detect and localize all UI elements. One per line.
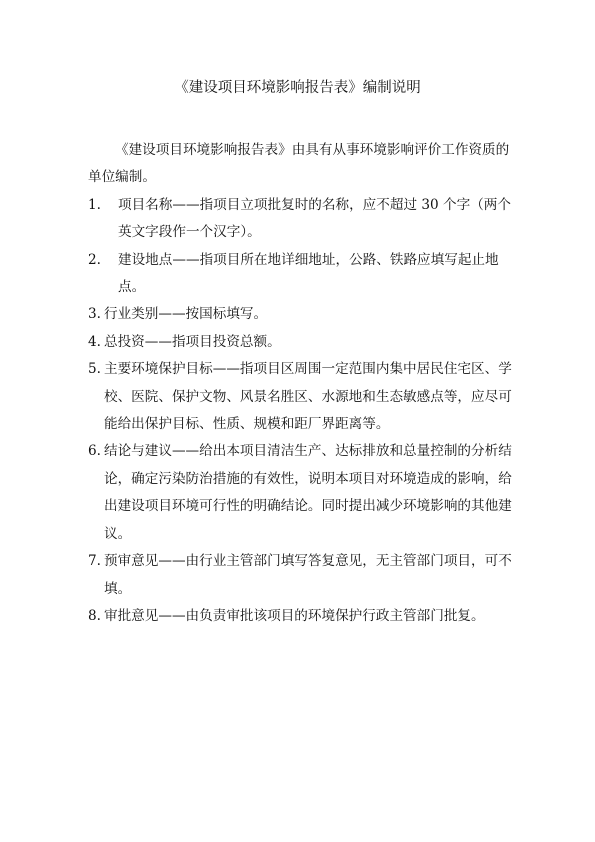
- item-text: 总投资——指项目投资总额。: [104, 333, 281, 350]
- item-text: 结论与建议——给出本项目清洁生产、达标排放和总量控制的分析结论，确定污染防治措施的有效性，说明本项目对环境造成的影响，给出建设项目环境可行性的明确结论。同时提出减少环境影响的其他建议。: [104, 443, 512, 542]
- list-item: [88, 329, 518, 356]
- list-item: [88, 548, 518, 603]
- item-text: 项目名称——指项目立项批复时的名称，应不超过 30 个字（两个英文字段作一个汉字）。: [118, 196, 511, 241]
- item-number: 3.: [88, 306, 101, 323]
- document-body: [88, 137, 518, 630]
- item-text: 建设地点——指项目所在地详细地址，公路、铁路应填写起止地点。: [118, 251, 499, 296]
- item-number: 4.: [88, 333, 101, 350]
- instruction-list: [88, 192, 518, 631]
- list-item: [88, 247, 518, 302]
- list-item: [88, 301, 518, 328]
- item-text: 预审意见——由行业主管部门填写答复意见，无主管部门项目，可不填。: [104, 553, 512, 597]
- item-number: 7.: [88, 553, 101, 570]
- item-text: 行业类别——按国标填写。: [104, 306, 268, 323]
- item-number: 1.: [88, 196, 101, 213]
- list-item: [88, 356, 518, 438]
- item-number: 8.: [88, 607, 101, 624]
- item-number: 5.: [88, 361, 101, 378]
- item-text: 审批意见——由负责审批该项目的环境保护行政主管部门批复。: [104, 607, 485, 624]
- intro-paragraph: 《建设项目环境影响报告表》由具有从事环境影响评价工作资质的单位编制。: [88, 142, 510, 186]
- item-text: 主要环境保护目标——指项目区周围一定范围内集中居民住宅区、学校、医院、保护文物、风景名胜区、水源地和生态敏感点等，应尽可能给出保护目标、性质、规模和距厂界距离等。: [104, 361, 512, 433]
- item-number: 6.: [88, 443, 101, 460]
- document-title: 《建设项目环境影响报告表》编制说明: [174, 80, 421, 96]
- list-item: [88, 192, 518, 247]
- list-item: [88, 603, 518, 630]
- list-item: [88, 438, 518, 548]
- item-number: 2.: [88, 251, 101, 268]
